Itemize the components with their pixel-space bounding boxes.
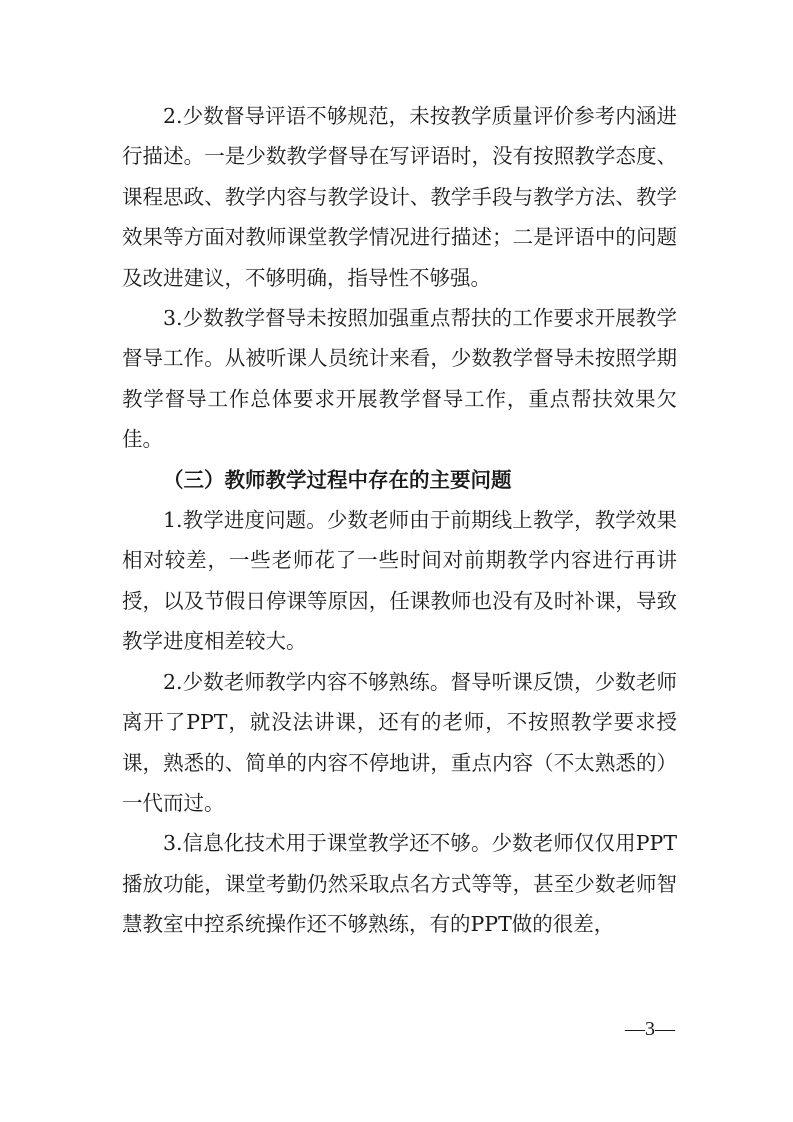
- paragraph-supervision-focus-support: 3.少数教学督导未按照加强重点帮扶的工作要求开展教学督导工作。从被听课人员统计来看，少数教学督导未按照学期教学督导工作总体要求开展教学督导工作，重点帮扶效果欠佳。: [122, 306, 677, 452]
- paragraph-teaching-progress: 1.教学进度问题。少数老师由于前期线上教学，教学效果相对较差，一些老师花了一些时间对前期教学内容进行再讲授，以及节假日停课等原因，任课教师也没有及时补课，导致教学进度相差较大。: [122, 508, 677, 654]
- section-heading: （三）教师教学过程中存在的主要问题: [163, 467, 512, 492]
- document-body: [122, 96, 677, 945]
- paragraph-supervision-comments: 2.少数督导评语不够规范，未按教学质量评价参考内涵进行描述。一是少数教学督导在写评语时，没有按照教学态度、课程思政、教学内容与教学设计、教学手段与教学方法、教学效果等方面对教师课堂教学情况进行描述；二是评语中的问题及改进建议，不够明确，指导性不够强。: [122, 104, 677, 290]
- page-number: —3—: [625, 1018, 675, 1040]
- paragraph-information-technology: 3.信息化技术用于课堂教学还不够。少数老师仅仅用PPT播放功能，课堂考勤仍然采取点名方式等等，甚至少数老师智慧教室中控系统操作还不够熟练，有的PPT做的很差，: [122, 831, 677, 937]
- paragraph-teaching-content: 2.少数老师教学内容不够熟练。督导听课反馈，少数老师离开了PPT，就没法讲课，还有的老师，不按照教学要求授课，熟悉的、简单的内容不停地讲，重点内容（不太熟悉的）一代而过。: [122, 669, 677, 815]
